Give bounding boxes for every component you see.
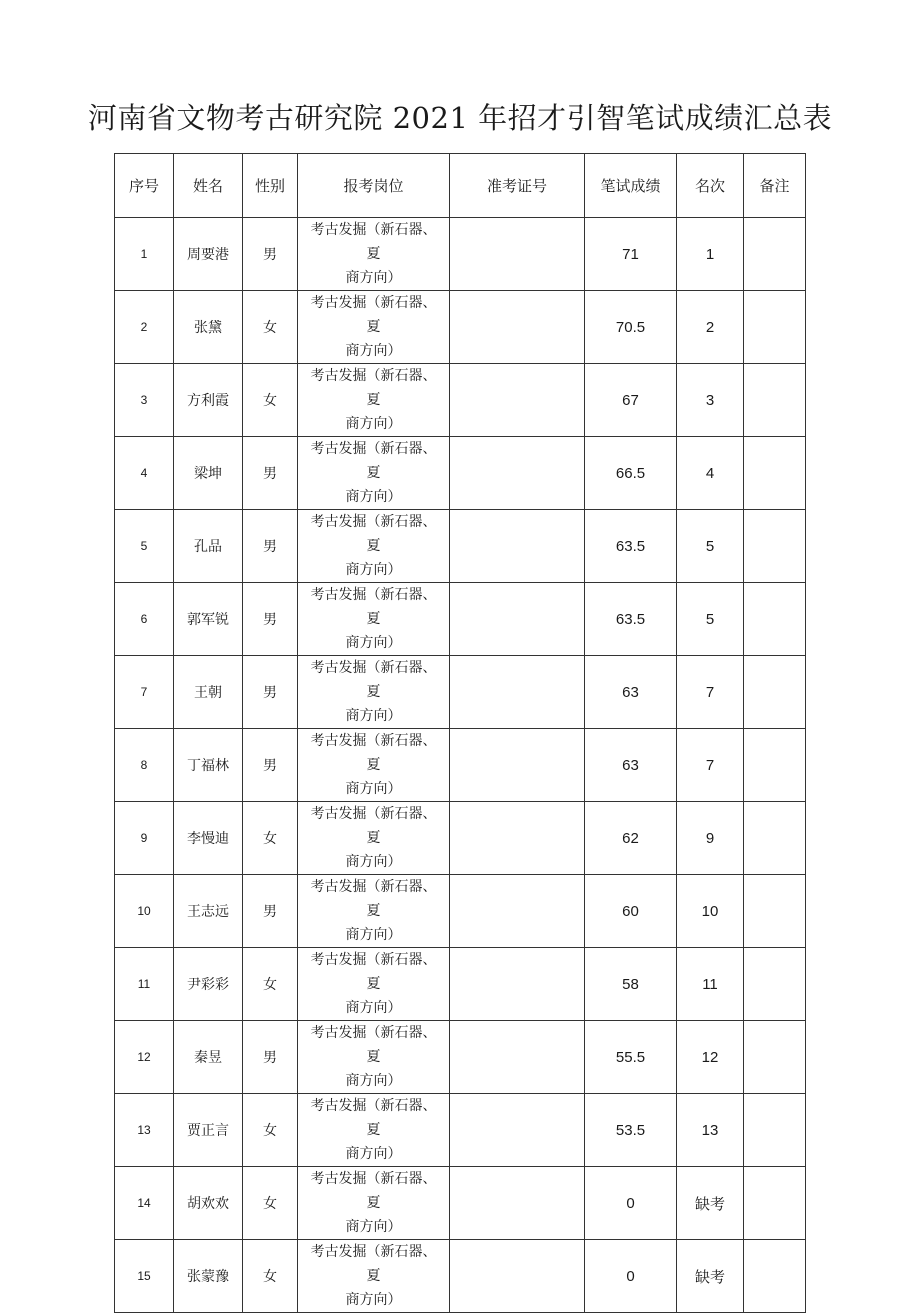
position-line-1: 考古发掘（新石器、夏: [310, 806, 437, 846]
cell-position: [298, 510, 450, 583]
page-title: 河南省文物考古研究院 2021 年招才引智笔试成绩汇总表: [87, 101, 833, 135]
cell-note: [744, 1240, 806, 1313]
position-line-1: 考古发掘（新石器、夏: [310, 368, 437, 408]
cell-rank: 缺考: [677, 1240, 744, 1313]
cell-gender: 女: [243, 1167, 298, 1240]
cell-note: [744, 729, 806, 802]
cell-name: 王朝: [174, 656, 243, 729]
cell-exam-id: [450, 729, 585, 802]
cell-gender: 女: [243, 291, 298, 364]
position-line-2: 商方向）: [345, 1000, 402, 1016]
cell-note: [744, 656, 806, 729]
cell-score: 71: [585, 218, 677, 291]
cell-gender: 女: [243, 364, 298, 437]
position-line-2: 商方向）: [345, 1292, 402, 1308]
cell-score: 63.5: [585, 510, 677, 583]
cell-seq: 8: [115, 729, 174, 802]
cell-exam-id: [450, 1240, 585, 1313]
cell-rank: 12: [677, 1021, 744, 1094]
position-line-2: 商方向）: [345, 927, 402, 943]
position-line-1: 考古发掘（新石器、夏: [310, 441, 437, 481]
cell-seq: 15: [115, 1240, 174, 1313]
table-row: [115, 364, 806, 437]
cell-score: 53.5: [585, 1094, 677, 1167]
cell-gender: 男: [243, 656, 298, 729]
position-line-2: 商方向）: [345, 635, 402, 651]
position-line-2: 商方向）: [345, 854, 402, 870]
cell-name: 丁福林: [174, 729, 243, 802]
cell-gender: 女: [243, 1094, 298, 1167]
table-row: [115, 802, 806, 875]
cell-rank: 7: [677, 656, 744, 729]
position-line-1: 考古发掘（新石器、夏: [310, 1244, 437, 1284]
table-row: [115, 729, 806, 802]
cell-exam-id: [450, 364, 585, 437]
cell-rank: 11: [677, 948, 744, 1021]
position-line-2: 商方向）: [345, 1146, 402, 1162]
position-line-1: 考古发掘（新石器、夏: [310, 660, 437, 700]
cell-name: 周要港: [174, 218, 243, 291]
cell-exam-id: [450, 656, 585, 729]
cell-score: 70.5: [585, 291, 677, 364]
position-line-1: 考古发掘（新石器、夏: [310, 952, 437, 992]
results-table: [114, 153, 806, 1313]
cell-rank: 5: [677, 510, 744, 583]
cell-exam-id: [450, 1167, 585, 1240]
position-line-2: 商方向）: [345, 562, 402, 578]
table-row: [115, 1094, 806, 1167]
cell-score: 0: [585, 1240, 677, 1313]
cell-position: [298, 437, 450, 510]
header-seq: 序号: [115, 154, 174, 218]
cell-rank: 9: [677, 802, 744, 875]
cell-rank: 10: [677, 875, 744, 948]
cell-name: 张蒙豫: [174, 1240, 243, 1313]
cell-note: [744, 583, 806, 656]
cell-note: [744, 1021, 806, 1094]
cell-gender: 男: [243, 583, 298, 656]
cell-name: 李慢迪: [174, 802, 243, 875]
position-line-1: 考古发掘（新石器、夏: [310, 1171, 437, 1211]
cell-exam-id: [450, 291, 585, 364]
cell-note: [744, 291, 806, 364]
cell-exam-id: [450, 218, 585, 291]
cell-name: 秦昱: [174, 1021, 243, 1094]
cell-note: [744, 218, 806, 291]
cell-position: [298, 948, 450, 1021]
cell-position: [298, 291, 450, 364]
cell-position: [298, 218, 450, 291]
position-line-2: 商方向）: [345, 1219, 402, 1235]
cell-name: 贾正言: [174, 1094, 243, 1167]
table-row: [115, 583, 806, 656]
header-rank: 名次: [677, 154, 744, 218]
position-line-1: 考古发掘（新石器、夏: [310, 733, 437, 773]
table-row: [115, 218, 806, 291]
cell-exam-id: [450, 583, 585, 656]
cell-seq: 12: [115, 1021, 174, 1094]
header-row: [115, 154, 806, 218]
table-row: [115, 656, 806, 729]
cell-exam-id: [450, 948, 585, 1021]
cell-position: [298, 1021, 450, 1094]
cell-score: 63: [585, 729, 677, 802]
cell-gender: 男: [243, 437, 298, 510]
cell-gender: 女: [243, 802, 298, 875]
position-line-2: 商方向）: [345, 416, 402, 432]
table-row: [115, 437, 806, 510]
cell-seq: 6: [115, 583, 174, 656]
cell-note: [744, 437, 806, 510]
cell-position: [298, 1167, 450, 1240]
cell-gender: 男: [243, 218, 298, 291]
cell-seq: 2: [115, 291, 174, 364]
cell-rank: 1: [677, 218, 744, 291]
table-row: [115, 510, 806, 583]
cell-gender: 男: [243, 729, 298, 802]
cell-name: 尹彩彩: [174, 948, 243, 1021]
cell-rank: 5: [677, 583, 744, 656]
cell-exam-id: [450, 1021, 585, 1094]
table-body: [115, 218, 806, 1313]
cell-position: [298, 875, 450, 948]
cell-score: 67: [585, 364, 677, 437]
cell-seq: 3: [115, 364, 174, 437]
cell-seq: 14: [115, 1167, 174, 1240]
cell-name: 孔品: [174, 510, 243, 583]
cell-rank: 4: [677, 437, 744, 510]
header-position: 报考岗位: [298, 154, 450, 218]
cell-note: [744, 1167, 806, 1240]
cell-seq: 11: [115, 948, 174, 1021]
cell-note: [744, 1094, 806, 1167]
cell-rank: 缺考: [677, 1167, 744, 1240]
cell-gender: 男: [243, 1021, 298, 1094]
cell-rank: 7: [677, 729, 744, 802]
cell-position: [298, 656, 450, 729]
table-row: [115, 291, 806, 364]
position-line-2: 商方向）: [345, 270, 402, 286]
header-note: 备注: [744, 154, 806, 218]
cell-name: 胡欢欢: [174, 1167, 243, 1240]
cell-seq: 4: [115, 437, 174, 510]
cell-position: [298, 1240, 450, 1313]
cell-position: [298, 583, 450, 656]
header-gender: 性别: [243, 154, 298, 218]
cell-position: [298, 1094, 450, 1167]
cell-exam-id: [450, 437, 585, 510]
cell-name: 梁坤: [174, 437, 243, 510]
position-line-1: 考古发掘（新石器、夏: [310, 587, 437, 627]
cell-rank: 2: [677, 291, 744, 364]
position-line-2: 商方向）: [345, 708, 402, 724]
position-line-2: 商方向）: [345, 489, 402, 505]
cell-rank: 13: [677, 1094, 744, 1167]
cell-exam-id: [450, 802, 585, 875]
cell-position: [298, 802, 450, 875]
table-row: [115, 875, 806, 948]
position-line-1: 考古发掘（新石器、夏: [310, 514, 437, 554]
cell-exam-id: [450, 875, 585, 948]
header-score: 笔试成绩: [585, 154, 677, 218]
cell-gender: 女: [243, 1240, 298, 1313]
position-line-2: 商方向）: [345, 343, 402, 359]
cell-exam-id: [450, 1094, 585, 1167]
cell-score: 60: [585, 875, 677, 948]
position-line-1: 考古发掘（新石器、夏: [310, 222, 437, 262]
cell-exam-id: [450, 510, 585, 583]
header-name: 姓名: [174, 154, 243, 218]
cell-seq: 1: [115, 218, 174, 291]
cell-score: 55.5: [585, 1021, 677, 1094]
cell-rank: 3: [677, 364, 744, 437]
cell-name: 方利霞: [174, 364, 243, 437]
position-line-1: 考古发掘（新石器、夏: [310, 295, 437, 335]
cell-name: 郭军锐: [174, 583, 243, 656]
cell-seq: 9: [115, 802, 174, 875]
cell-note: [744, 802, 806, 875]
cell-score: 63.5: [585, 583, 677, 656]
cell-name: 张黛: [174, 291, 243, 364]
table-row: [115, 948, 806, 1021]
cell-seq: 7: [115, 656, 174, 729]
position-line-1: 考古发掘（新石器、夏: [310, 879, 437, 919]
position-line-2: 商方向）: [345, 1073, 402, 1089]
cell-position: [298, 729, 450, 802]
cell-name: 王志远: [174, 875, 243, 948]
header-exam-id: 准考证号: [450, 154, 585, 218]
cell-gender: 男: [243, 875, 298, 948]
position-line-1: 考古发掘（新石器、夏: [310, 1025, 437, 1065]
cell-score: 0: [585, 1167, 677, 1240]
cell-note: [744, 948, 806, 1021]
cell-note: [744, 875, 806, 948]
cell-gender: 男: [243, 510, 298, 583]
position-line-2: 商方向）: [345, 781, 402, 797]
cell-score: 66.5: [585, 437, 677, 510]
position-line-1: 考古发掘（新石器、夏: [310, 1098, 437, 1138]
cell-note: [744, 510, 806, 583]
cell-seq: 13: [115, 1094, 174, 1167]
cell-position: [298, 364, 450, 437]
cell-score: 58: [585, 948, 677, 1021]
cell-note: [744, 364, 806, 437]
table-row: [115, 1167, 806, 1240]
table-row: [115, 1021, 806, 1094]
table-row: [115, 1240, 806, 1313]
cell-score: 62: [585, 802, 677, 875]
cell-seq: 10: [115, 875, 174, 948]
cell-seq: 5: [115, 510, 174, 583]
cell-gender: 女: [243, 948, 298, 1021]
cell-score: 63: [585, 656, 677, 729]
